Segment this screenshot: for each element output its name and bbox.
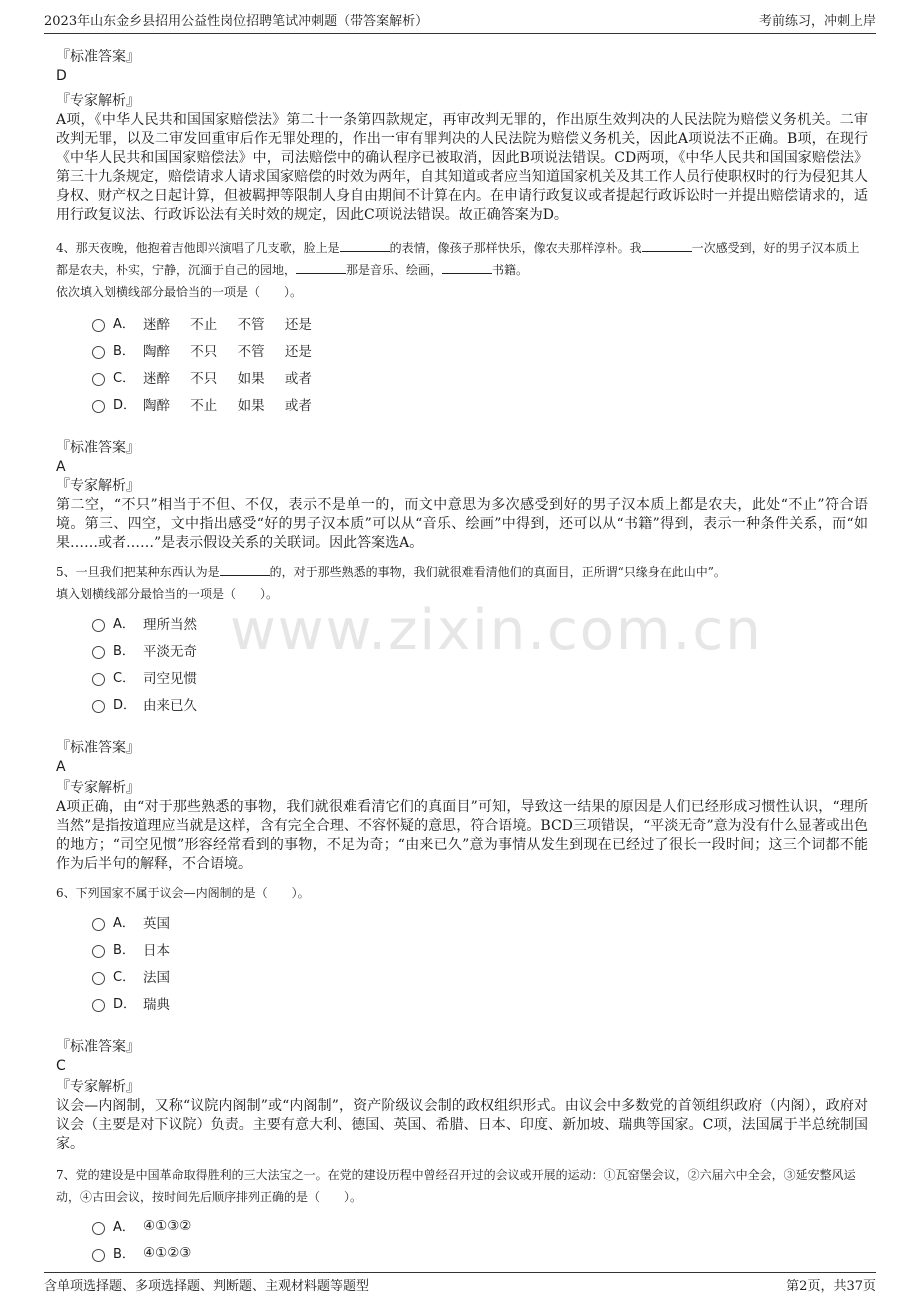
expert-analysis: A项正确，由“对于那些熟悉的事物，我们就很难看清它们的真面目”可知，导致这一结果的原因是人们已经形成习惯性认识，“理所当然”是指按道理应当就是这样，含有完全合理、不容怀疑的意思，符合语境。BCD三项错误，“平淡无奇”意为没有什么显著或出色的地方；“司空见惯”形容经常看到的事物，不足为奇；“由来已久”意为事情从发生到现在已经过了很长一段时间；这三个词都不能作为后半句的解释，不合语境。 (56, 799, 868, 872)
option-text: 司空见惯 (143, 670, 197, 687)
question-prompt: 依次填入划横线部分最恰当的一项是（ ）。 (56, 285, 303, 299)
document-title: 2023年山东金乡县招用公益性岗位招聘笔试冲刺题（带答案解析） (44, 14, 429, 29)
option-letter: A． (113, 617, 135, 632)
question-text: 的，对于那些熟悉的事物，我们就很难看清他们的真面目，正所谓“只缘身在此山中”。 (269, 565, 726, 579)
option-text: 迷醉 不只 如果 或者 (143, 370, 312, 387)
expert-analysis-label: 『专家解析』 (56, 1079, 140, 1095)
option-b[interactable] (92, 1239, 868, 1266)
expert-analysis: 议会—内阁制，又称“议院内阁制”或“内阁制”，资产阶级议会制的政权组织形式。由议会中多数党的首领组织政府（内阁），政府对议会（主要是对下议院）负责。主要有意大利、德国、英国、希腊、日本、印度、新加坡、瑞典等国家。C项，法国属于半总统制国家。 (56, 1098, 868, 1152)
standard-answer: D (56, 68, 67, 84)
option-text: 平淡无奇 (143, 643, 197, 660)
expert-analysis: A项，《中华人民共和国国家赔偿法》第二十一条第四款规定，再审改判无罪的，作出原生效判决的人民法院为赔偿义务机关。二审改判无罪，以及二审发回重审后作无罪处理的，作出一审有罪判决的人民法院为赔偿义务机关，因此A项说法不正确。B项，在现行《中华人民共和国国家赔偿法》中，司法赔偿中的确认程序已被取消，因此B项说法错误。CD两项，《中华人民共和国国家赔偿法》第三十九条规定，赔偿请求人请求国家赔偿的时效为两年，自其知道或者应当知道国家机关及其工作人员行使职权时的行为侵犯其人身权、财产权之日起计算，但被羁押等限制人身自由期间不计算在内。在申请行政复议或者提起行政诉讼时一并提出赔偿请求的，适用行政复议法、行政诉讼法有关时效的规定，因此C项说法错误。故正确答案为D。 (56, 112, 868, 223)
radio-icon[interactable] (92, 400, 105, 413)
option-text: 由来已久 (143, 697, 197, 714)
question-text: 一次感受到，好的男子汉本质上都是农夫，朴实，宁静，沉湎于自己的园地， (56, 241, 860, 277)
option-letter: B． (113, 344, 135, 359)
option-letter: C． (113, 970, 136, 985)
standard-answer-label: 『标准答案』 (56, 49, 140, 65)
radio-icon[interactable] (92, 373, 105, 386)
option-a[interactable] (92, 609, 868, 636)
option-letter: B． (113, 943, 135, 958)
option-b[interactable] (92, 336, 868, 363)
option-letter: D． (113, 997, 137, 1012)
question-text: 的表情，像孩子那样快乐，像农夫那样淳朴。我 (389, 241, 642, 255)
option-text: ④①③② (143, 1217, 192, 1234)
question-text: 书籍。 (492, 263, 529, 277)
radio-icon[interactable] (92, 999, 105, 1012)
page-footer (44, 1272, 876, 1296)
option-text: 陶醉 不止 如果 或者 (143, 397, 312, 414)
option-a[interactable] (92, 1212, 868, 1239)
option-text: 法国 (143, 969, 170, 986)
option-letter: D． (113, 698, 137, 713)
option-text: 迷醉 不止 不管 还是 (143, 316, 312, 333)
answer-blank (340, 238, 390, 252)
expert-analysis-label: 『专家解析』 (56, 93, 140, 109)
option-text: 瑞典 (143, 996, 170, 1013)
options-list (92, 908, 868, 1016)
watermark: www.zixin.com.cn (230, 598, 763, 663)
option-letter: B． (113, 1247, 135, 1262)
option-letter: C． (113, 371, 136, 386)
answer-blank (220, 562, 270, 576)
option-text: 理所当然 (143, 616, 197, 633)
expert-analysis: 第二空，“不只”相当于不但、不仅，表示不是单一的，而文中意思为多次感受到好的男子汉本质上都是农夫，此处“不止”符合语境。第三、四空，文中指出感受“好的男子汉本质”可以从“音乐、绘画”中得到，还可以从“书籍”得到，表示一种条件关系，而“如果……或者……”是表示假设关系的关联词。因此答案选A。 (56, 497, 868, 551)
question-text: 5、一旦我们把某种东西认为是 (56, 565, 220, 579)
option-letter: B． (113, 644, 135, 659)
option-c[interactable] (92, 363, 868, 390)
options-list (92, 609, 868, 717)
option-b[interactable] (92, 636, 868, 663)
option-c[interactable] (92, 962, 868, 989)
radio-icon[interactable] (92, 646, 105, 659)
standard-answer: A (56, 759, 66, 775)
answer-blank (296, 260, 346, 274)
radio-icon[interactable] (92, 945, 105, 958)
radio-icon[interactable] (92, 700, 105, 713)
expert-analysis-label: 『专家解析』 (56, 780, 140, 796)
question-6: 6、下列国家不属于议会—内阁制的是（ ）。 (56, 886, 310, 900)
option-text: 英国 (143, 915, 170, 932)
option-c[interactable] (92, 663, 868, 690)
option-text: 陶醉 不只 不管 还是 (143, 343, 312, 360)
radio-icon[interactable] (92, 1222, 105, 1235)
radio-icon[interactable] (92, 972, 105, 985)
option-a[interactable] (92, 908, 868, 935)
question-text: 4、那天夜晚，他抱着吉他即兴演唱了几支歌，脸上是 (56, 241, 340, 255)
option-letter: A． (113, 1220, 135, 1235)
option-b[interactable] (92, 935, 868, 962)
header-slogan: 考前练习，冲刺上岸 (758, 14, 876, 29)
option-letter: C． (113, 671, 136, 686)
radio-icon[interactable] (92, 673, 105, 686)
question-prompt: 填入划横线部分最恰当的一项是（ ）。 (56, 587, 279, 601)
page-content (56, 44, 868, 1266)
page-header (44, 10, 876, 34)
option-letter: A． (113, 916, 135, 931)
option-letter: D． (113, 398, 137, 413)
radio-icon[interactable] (92, 346, 105, 359)
standard-answer: C (56, 1058, 66, 1074)
footer-question-types: 含单项选择题、多项选择题、判断题、主观材料题等题型 (44, 1279, 370, 1294)
expert-analysis-label: 『专家解析』 (56, 478, 140, 494)
question-4 (56, 237, 868, 281)
option-a[interactable] (92, 309, 868, 336)
option-d[interactable] (92, 690, 868, 717)
option-letter: A． (113, 317, 135, 332)
standard-answer-label: 『标准答案』 (56, 440, 140, 456)
option-text: 日本 (143, 942, 170, 959)
option-d[interactable] (92, 390, 868, 417)
answer-blank (642, 238, 692, 252)
option-d[interactable] (92, 989, 868, 1016)
radio-icon[interactable] (92, 1249, 105, 1262)
radio-icon[interactable] (92, 918, 105, 931)
question-text: 那是音乐、绘画， (346, 263, 443, 277)
question-5 (56, 561, 868, 583)
question-7: 7、党的建设是中国革命取得胜利的三大法宝之一。在党的建设历程中曾经召开过的会议或开展的运动：①瓦窑堡会议，②六届六中全会，③延安整风运动，④古田会议，按时间先后顺序排列正确的是（ ）。 (56, 1168, 856, 1204)
radio-icon[interactable] (92, 319, 105, 332)
options-list (92, 1212, 868, 1266)
options-list (92, 309, 868, 417)
standard-answer-label: 『标准答案』 (56, 740, 140, 756)
standard-answer: A (56, 459, 66, 475)
standard-answer-label: 『标准答案』 (56, 1039, 140, 1055)
page-number: 第2页，共37页 (786, 1279, 876, 1294)
option-text: ④①②③ (143, 1244, 192, 1261)
answer-blank (442, 260, 492, 274)
radio-icon[interactable] (92, 619, 105, 632)
